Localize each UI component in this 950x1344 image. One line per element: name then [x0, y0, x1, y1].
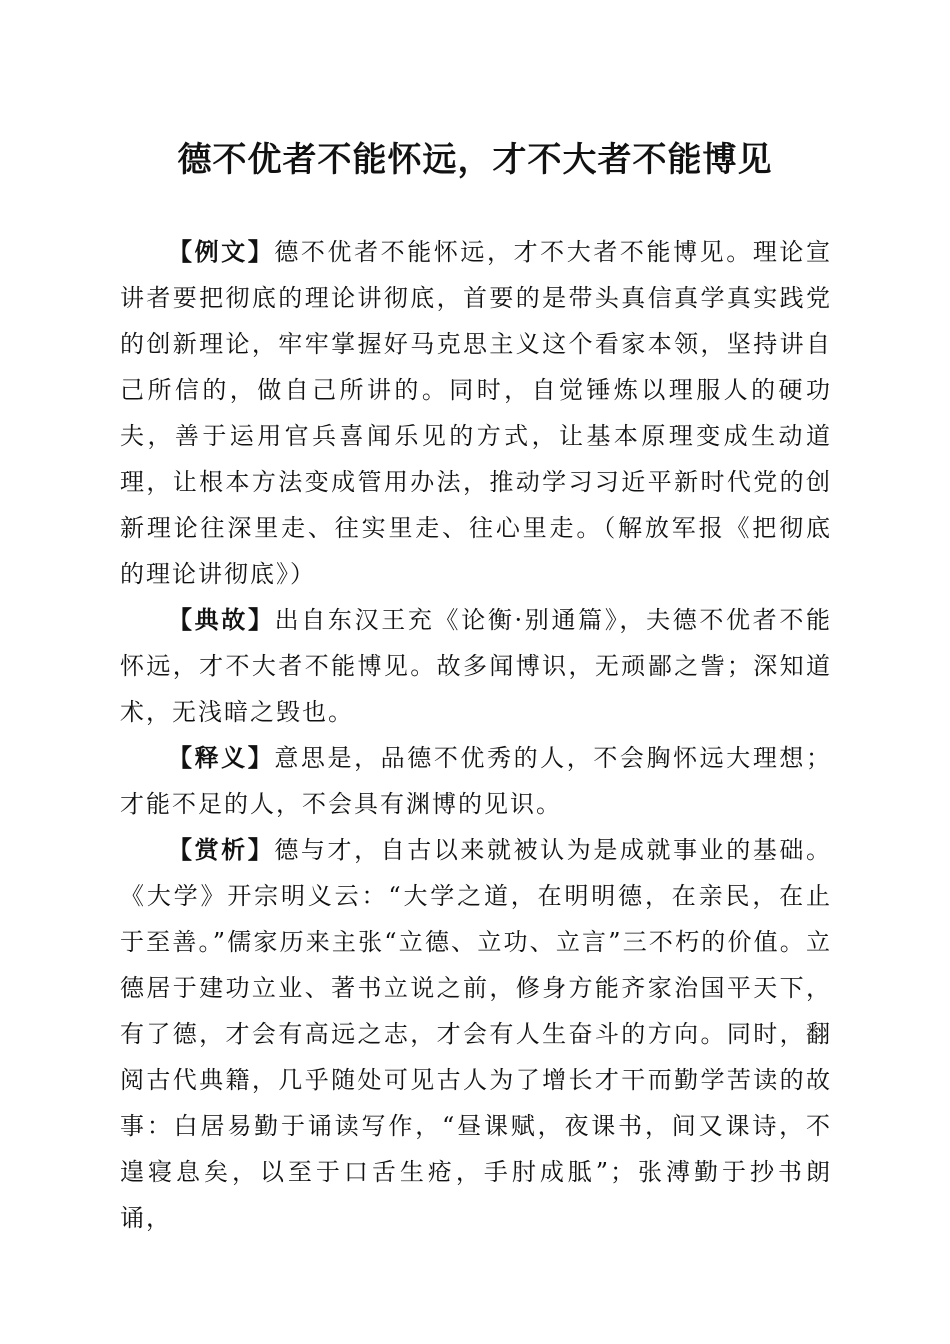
- paragraph-tag: 【赏析】: [168, 835, 275, 864]
- paragraph-text: 德与才，自古以来就被认为是成就事业的基础。《大学》开宗明义云：“大学之道，在明明德，在亲民，在止于至善。”儒家历来主张“立德、立功、立言”三不朽的价值。立德居于建功立业、著书立说之前，修身方能齐家治国平天下，有了德，才会有高远之志，才会有人生奋斗的方向。同时，翻阅古代典籍，几乎随处可见古人为了增长才干而勤学苦读的故事：白居易勤于诵读写作，“昼课赋，夜课书，间又课诗，不遑寝息矣，以至于口舌生疮，手肘成胝”；张溥勤于抄书朗诵，: [120, 836, 833, 1232]
- paragraph-appreciation: [120, 827, 832, 1241]
- paragraph-text: 德不优者不能怀远，才不大者不能博见。理论宣讲者要把彻底的理论讲彻底，首要的是带头真信真学真实践党的创新理论，牢牢掌握好马克思主义这个看家本领，坚持讲自己所信的，做自己所讲的。同时，自觉锤炼以理服人的硬功夫，善于运用官兵喜闻乐见的方式，让基本原理变成生动道理，让根本方法变成管用办法，推动学习习近平新时代党的创新理论往深里走、往实里走、往心里走。（解放军报《把彻底的理论讲彻底》）: [120, 238, 833, 588]
- paragraph-tag: 【例文】: [168, 237, 275, 266]
- paragraph-example: [120, 229, 832, 597]
- paragraph-meaning: [120, 735, 832, 827]
- page-title: 德不优者不能怀远，才不大者不能博见: [177, 140, 773, 180]
- paragraph-text: 意思是，品德不优秀的人，不会胸怀远大理想；才能不足的人，不会具有渊博的见识。: [120, 744, 833, 818]
- paragraph-allusion: [120, 597, 832, 735]
- document-body: [120, 229, 832, 1241]
- paragraph-text: 出自东汉王充《论衡·别通篇》，夫德不优者不能怀远，才不大者不能博见。故多闻博识，无顽鄙之訾；深知道术，无浅暗之毁也。: [120, 606, 832, 726]
- paragraph-tag: 【典故】: [168, 605, 275, 634]
- paragraph-tag: 【释义】: [168, 743, 275, 772]
